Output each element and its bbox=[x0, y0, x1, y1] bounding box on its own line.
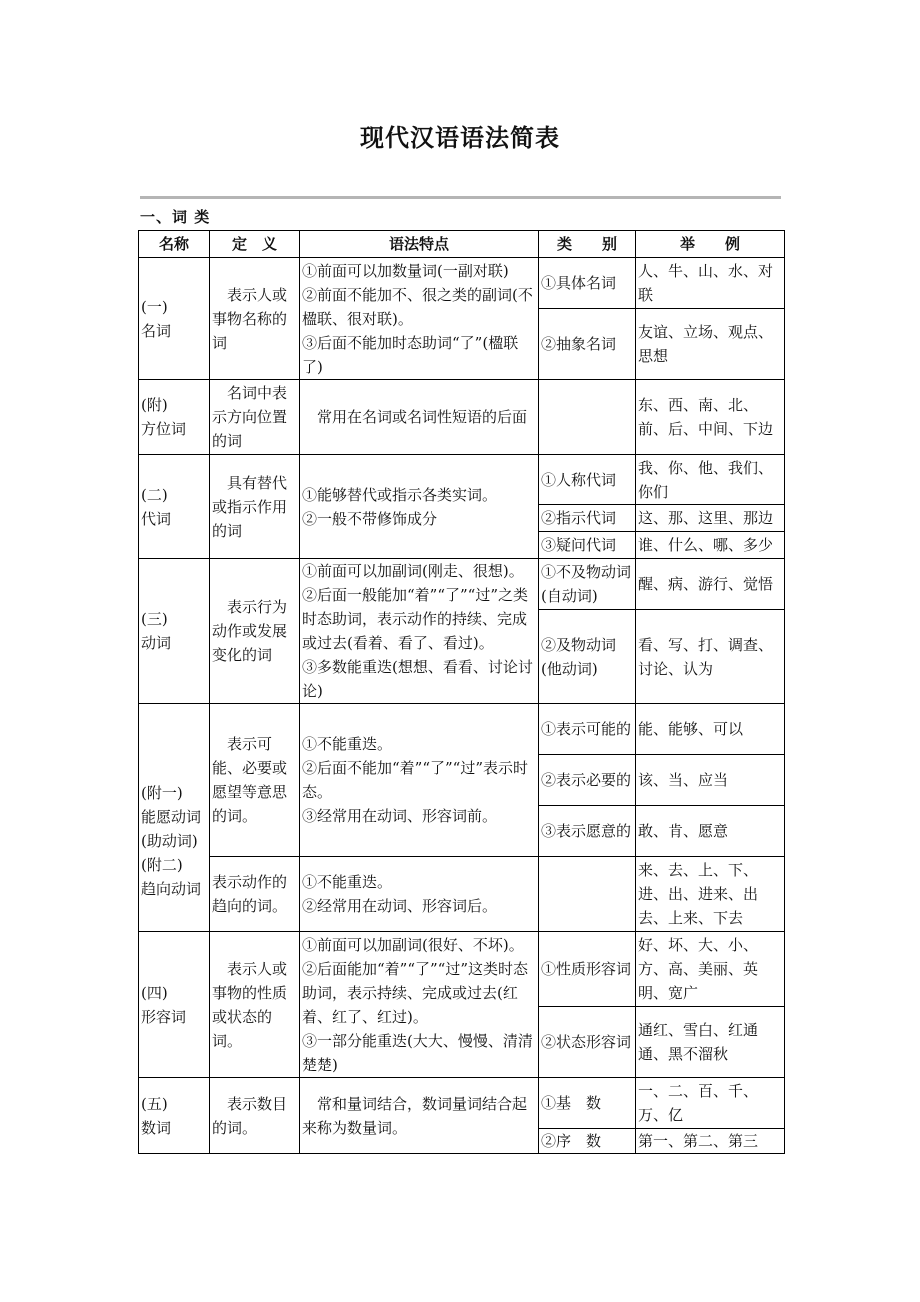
noun-category-cell: ②抽象名词 bbox=[539, 309, 636, 380]
numeral-definition-cell: 表示数目的词。 bbox=[210, 1078, 300, 1154]
numeral-category-cell: ②序 数 bbox=[539, 1129, 636, 1154]
adjective-definition-cell: 表示人或事物的性质或状态的词。 bbox=[210, 932, 300, 1078]
table-row bbox=[139, 857, 785, 932]
locative-examples-cell: 东、西、南、北、前、后、中间、下边 bbox=[636, 380, 785, 455]
numeral-name-cell: (五) 数词 bbox=[139, 1078, 210, 1154]
directional-definition-cell: 表示动作的趋向的词。 bbox=[210, 857, 300, 932]
table-row bbox=[139, 258, 785, 309]
header-examples: 举 例 bbox=[636, 231, 785, 258]
aux-category-cell: ③表示愿意的 bbox=[539, 806, 636, 857]
header-name: 名称 bbox=[139, 231, 210, 258]
aux-definition-cell: 表示可能、必要或愿望等意思的词。 bbox=[210, 704, 300, 857]
locative-features-cell: 常用在名词或名词性短语的后面 bbox=[300, 380, 539, 455]
pronoun-category-cell: ①人称代词 bbox=[539, 455, 636, 505]
pronoun-examples-cell: 谁、什么、哪、多少 bbox=[636, 532, 785, 559]
aux-features-cell: ①不能重迭。 ②后面不能加“着”“了”“过”表示时态。 ③经常用在动词、形容词前。 bbox=[300, 704, 539, 857]
numeral-examples-cell: 一、二、百、千、万、亿 bbox=[636, 1078, 785, 1129]
pronoun-examples-cell: 这、那、这里、那边 bbox=[636, 505, 785, 532]
adjective-category-cell: ②状态形容词 bbox=[539, 1007, 636, 1078]
noun-definition-cell: 表示人或事物名称的词 bbox=[210, 258, 300, 380]
locative-name-cell: (附) 方位词 bbox=[139, 380, 210, 455]
verb-examples-cell: 看、写、打、调查、讨论、认为 bbox=[636, 610, 785, 704]
aux-examples-cell: 敢、肯、愿意 bbox=[636, 806, 785, 857]
locative-category-cell bbox=[539, 380, 636, 455]
adjective-features-cell: ①前面可以加副词(很好、不坏)。 ②后面能加“着”“了”“过”这类时态助词，表示持续、完成或过去(红着、红了、红过)。 ③一部分能重迭(大大、慢慢、清清楚楚) bbox=[300, 932, 539, 1078]
pronoun-category-cell: ③疑问代词 bbox=[539, 532, 636, 559]
table-row bbox=[139, 704, 785, 755]
locative-definition-cell: 名词中表示方向位置的词 bbox=[210, 380, 300, 455]
aux-name-cell: (附一) 能愿动词 (助动词) (附二) 趋向动词 bbox=[139, 704, 210, 932]
verb-category-cell: ②及物动词(他动词) bbox=[539, 610, 636, 704]
table-row bbox=[139, 380, 785, 455]
adjective-examples-cell: 通红、雪白、红通通、黑不溜秋 bbox=[636, 1007, 785, 1078]
header-category: 类 别 bbox=[539, 231, 636, 258]
pronoun-features-cell: ①能够替代或指示各类实词。 ②一般不带修饰成分 bbox=[300, 455, 539, 559]
table-row bbox=[139, 559, 785, 610]
numeral-features-cell: 常和量词结合，数词量词结合起来称为数量词。 bbox=[300, 1078, 539, 1154]
pronoun-name-cell: (二) 代词 bbox=[139, 455, 210, 559]
aux-examples-cell: 能、能够、可以 bbox=[636, 704, 785, 755]
verb-category-cell: ①不及物动词(自动词) bbox=[539, 559, 636, 610]
directional-category-cell bbox=[539, 857, 636, 932]
header-features: 语法特点 bbox=[300, 231, 539, 258]
word-class-table bbox=[138, 230, 785, 1154]
adjective-name-cell: (四) 形容词 bbox=[139, 932, 210, 1078]
aux-category-cell: ②表示必要的 bbox=[539, 755, 636, 806]
verb-examples-cell: 醒、病、游行、觉悟 bbox=[636, 559, 785, 610]
numeral-examples-cell: 第一、第二、第三 bbox=[636, 1129, 785, 1154]
divider bbox=[140, 196, 781, 199]
noun-examples-cell: 人、牛、山、水、对联 bbox=[636, 258, 785, 309]
header-row bbox=[139, 231, 785, 258]
noun-name-cell: (一) 名词 bbox=[139, 258, 210, 380]
noun-category-cell: ①具体名词 bbox=[539, 258, 636, 309]
table-row bbox=[139, 932, 785, 1007]
pronoun-examples-cell: 我、你、他、我们、你们 bbox=[636, 455, 785, 505]
table-row bbox=[139, 1078, 785, 1129]
adjective-examples-cell: 好、坏、大、小、方、高、美丽、英明、宽广 bbox=[636, 932, 785, 1007]
verb-features-cell: ①前面可以加副词(刚走、很想)。 ②后面一般能加“着”“了”“过”之类时态助词，表示动作的持续、完成或过去(看着、看了、看过)。 ③多数能重迭(想想、看看、讨论讨论) bbox=[300, 559, 539, 704]
numeral-category-cell: ①基 数 bbox=[539, 1078, 636, 1129]
section-heading: 一、词 类 bbox=[140, 208, 211, 226]
noun-features-cell: ①前面可以加数量词(一副对联) ②前面不能加不、很之类的副词(不楹联、很对联)。 ③后面不能加时态助词“了”(楹联了) bbox=[300, 258, 539, 380]
adjective-category-cell: ①性质形容词 bbox=[539, 932, 636, 1007]
table-row bbox=[139, 455, 785, 505]
aux-examples-cell: 该、当、应当 bbox=[636, 755, 785, 806]
verb-name-cell: (三) 动词 bbox=[139, 559, 210, 704]
pronoun-definition-cell: 具有替代或指示作用的词 bbox=[210, 455, 300, 559]
verb-definition-cell: 表示行为动作或发展变化的词 bbox=[210, 559, 300, 704]
directional-examples-cell: 来、去、上、下、进、出、进来、出去、上来、下去 bbox=[636, 857, 785, 932]
aux-category-cell: ①表示可能的 bbox=[539, 704, 636, 755]
noun-examples-cell: 友谊、立场、观点、思想 bbox=[636, 309, 785, 380]
page-title: 现代汉语语法简表 bbox=[360, 123, 560, 152]
header-definition: 定 义 bbox=[210, 231, 300, 258]
directional-features-cell: ①不能重迭。 ②经常用在动词、形容词后。 bbox=[300, 857, 539, 932]
pronoun-category-cell: ②指示代词 bbox=[539, 505, 636, 532]
